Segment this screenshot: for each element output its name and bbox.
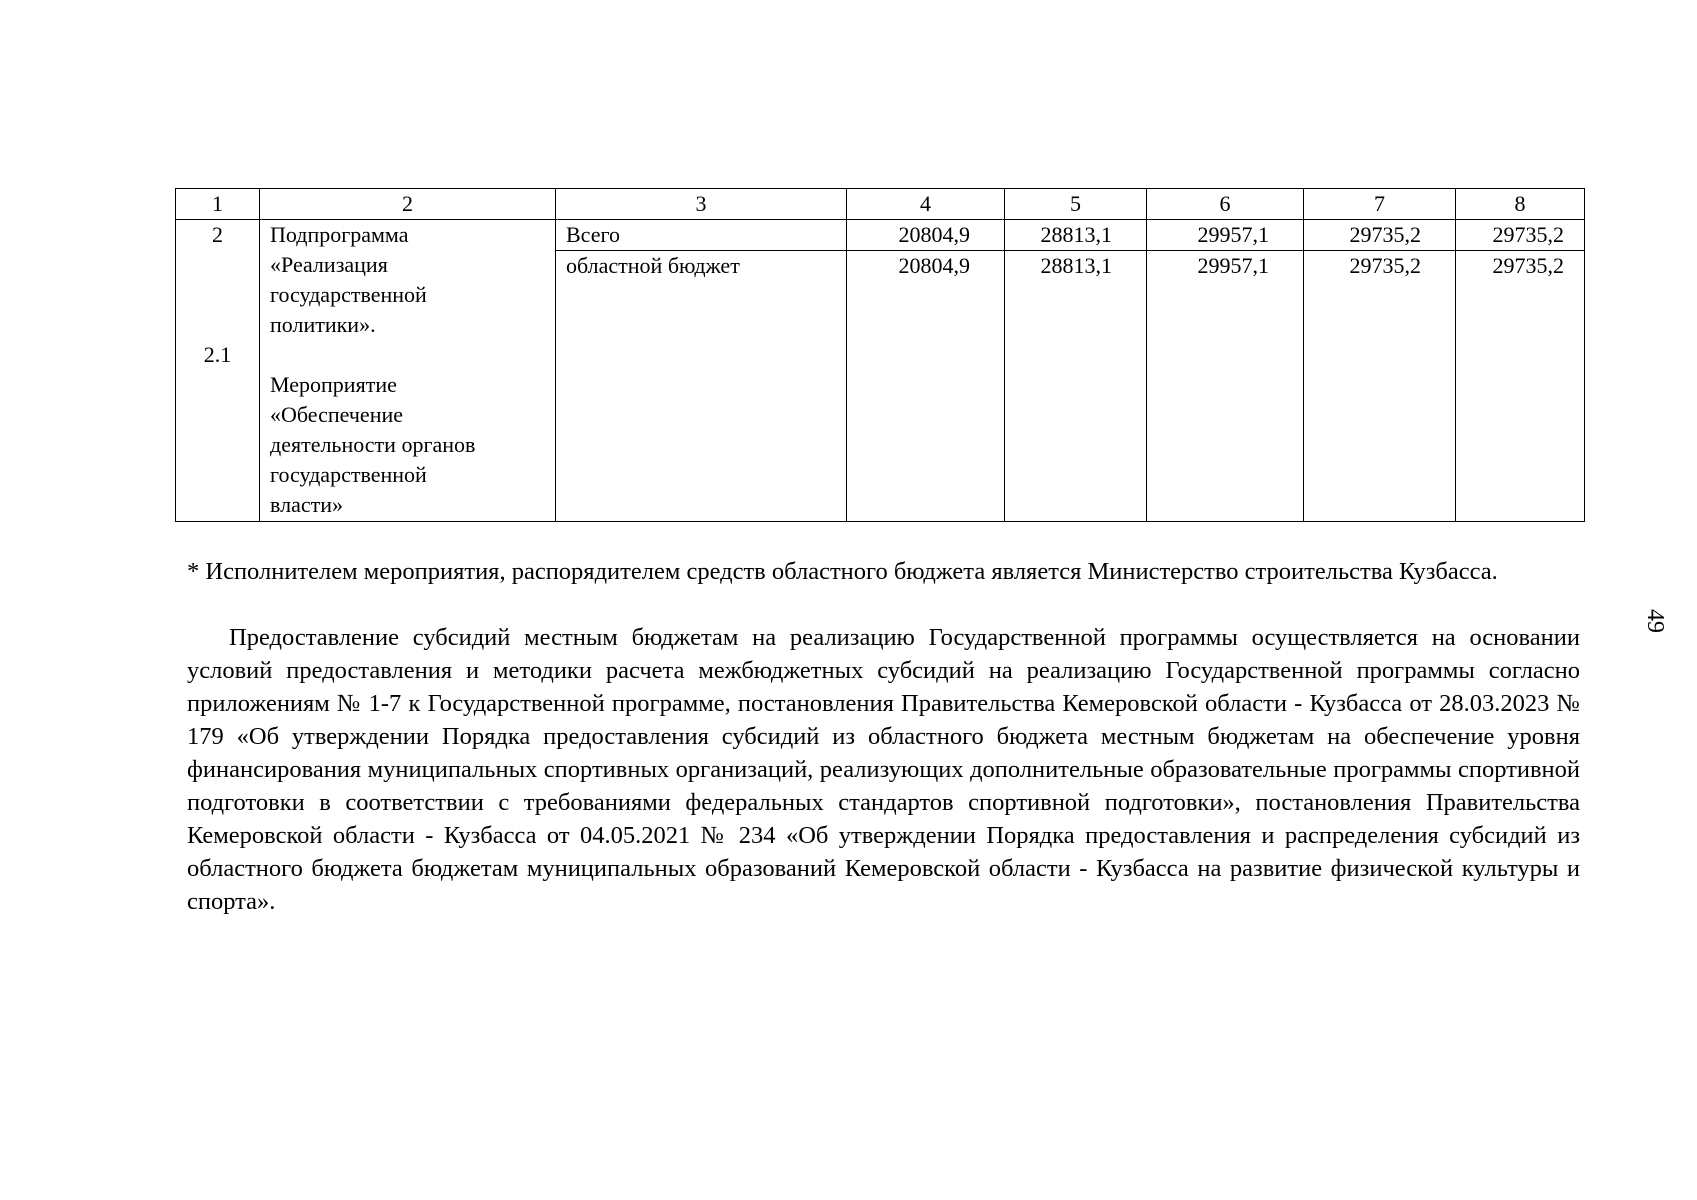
value-cell: 20804,9 <box>847 220 1005 251</box>
header-cell-4: 4 <box>847 189 1005 220</box>
header-cell-5: 5 <box>1005 189 1147 220</box>
subprogram-line: политики». <box>270 312 376 337</box>
header-cell-7: 7 <box>1304 189 1456 220</box>
value-cell: 29735,2 <box>1456 220 1585 251</box>
subprogram-number: 2 <box>212 222 223 247</box>
event-line: государственной <box>270 462 427 487</box>
header-cell-3: 3 <box>556 189 847 220</box>
table-row-total <box>176 220 1585 251</box>
value-cell: 29957,1 <box>1147 251 1304 522</box>
value-cell: 29957,1 <box>1147 220 1304 251</box>
event-line: власти» <box>270 492 343 517</box>
event-number: 2.1 <box>203 342 232 367</box>
row-number-cell <box>176 220 260 522</box>
table-header-row <box>176 189 1585 220</box>
funding-source-total: Всего <box>556 220 847 251</box>
page-number: 49 <box>1642 609 1668 633</box>
header-cell-2: 2 <box>260 189 556 220</box>
event-line: деятельности органов <box>270 432 476 457</box>
header-cell-6: 6 <box>1147 189 1304 220</box>
header-cell-8: 8 <box>1456 189 1585 220</box>
name-cell <box>260 220 556 522</box>
footnote: * Исполнителем мероприятия, распорядителем средств областного бюджета является Министерство строительства Кузбасса. <box>187 558 1498 585</box>
subprogram-line: Подпрограмма <box>270 222 409 247</box>
header-cell-1: 1 <box>176 189 260 220</box>
value-cell: 29735,2 <box>1456 251 1585 522</box>
value-cell: 29735,2 <box>1304 251 1456 522</box>
value-cell: 28813,1 <box>1005 220 1147 251</box>
value-cell: 28813,1 <box>1005 251 1147 522</box>
value-cell: 29735,2 <box>1304 220 1456 251</box>
subprogram-line: «Реализация <box>270 252 388 277</box>
subprogram-line: государственной <box>270 282 427 307</box>
event-line: Мероприятие <box>270 372 397 397</box>
event-line: «Обеспечение <box>270 402 403 427</box>
budget-table <box>175 188 1585 522</box>
body-paragraph: Предоставление субсидий местным бюджетам на реализацию Государственной программы осуществляется на основании условий предоставления и методики расчета межбюджетных субсидий на реализацию Государственной программы согласно приложениям № 1-7 к Государственной программе, постановления Правительства Кемеровской области - Кузбасса от 28.03.2023 № 179 «Об утверждении Порядка предоставления субсидий из областного бюджета местным бюджетам на обеспечение уровня финансирования муниципальных спортивных организаций, реализующих дополнительные образовательные программы спортивной подготовки в соответствии с требованиями федеральных стандартов спортивной подготовки», постановления Правительства Кемеровской области - Кузбасса от 04.05.2021 № 234 «Об утверждении Порядка предоставления и распределения субсидий из областного бюджета бюджетам муниципальных образований Кемеровской области - Кузбасса на развитие физической культуры и спорта». <box>187 624 1580 915</box>
funding-source-oblast: областной бюджет <box>556 251 847 522</box>
value-cell: 20804,9 <box>847 251 1005 522</box>
